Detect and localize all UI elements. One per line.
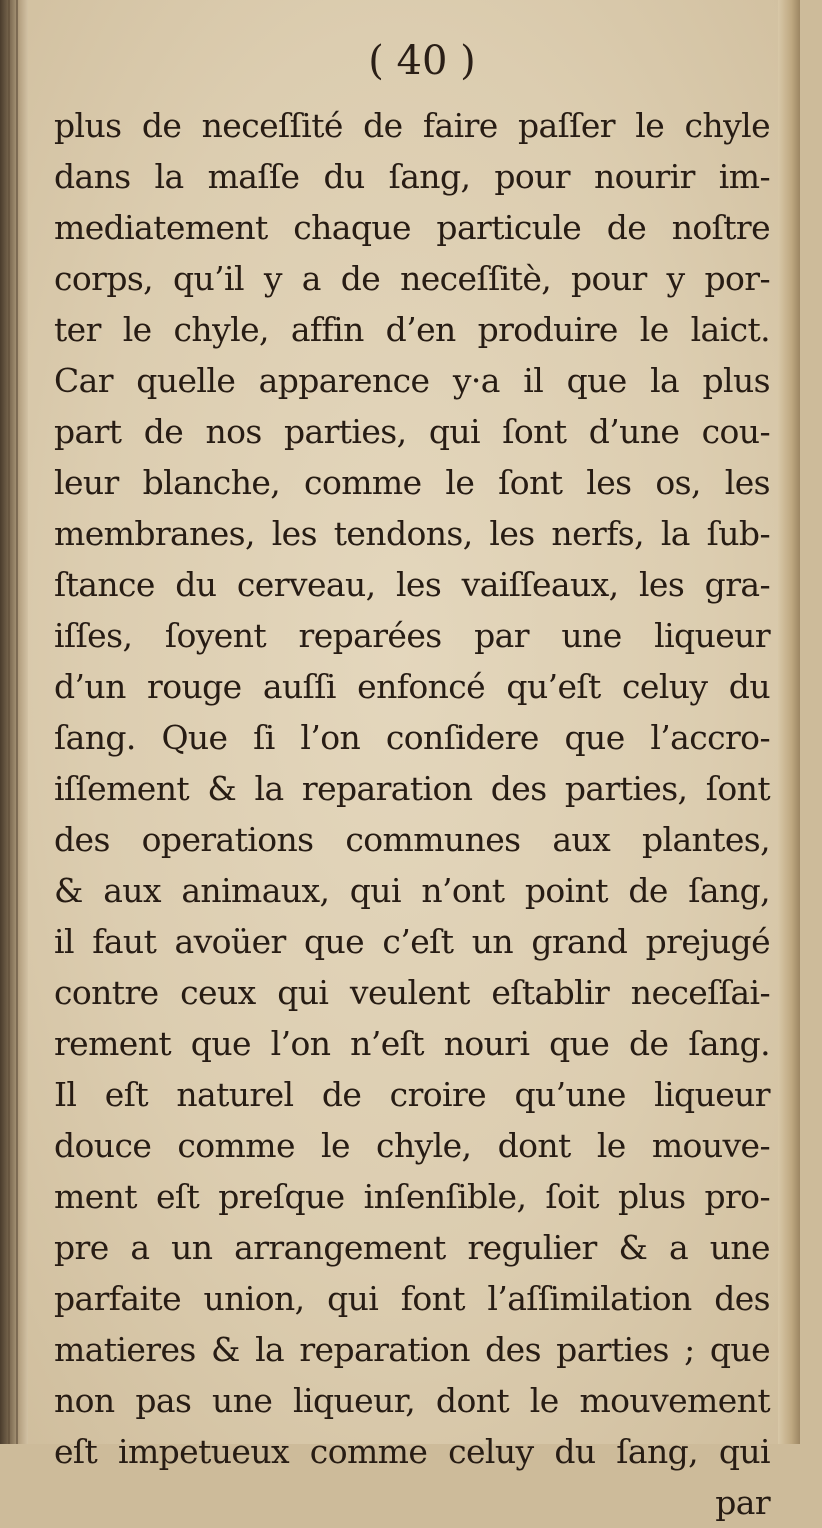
page-binding-shadow bbox=[0, 0, 28, 1444]
text-line: & aux animaux, qui n’ont point de ſang, bbox=[54, 871, 770, 910]
text-line: plus de neceſſité de faire paſſer le chyle bbox=[54, 106, 770, 145]
text-line: douce comme le chyle, dont le mouve- bbox=[54, 1126, 770, 1165]
text-line: matieres & la reparation des parties ; que bbox=[54, 1330, 770, 1369]
text-line: pre a un arrangement regulier & a une bbox=[54, 1228, 770, 1267]
catchword: par bbox=[715, 1483, 770, 1522]
text-line: eſt impetueux comme celuy du ſang, qui bbox=[54, 1432, 770, 1471]
text-line: ſtance du cerveau, les vaiſſeaux, les gra- bbox=[54, 565, 770, 604]
text-line: rement que l’on n’eſt nouri que de ſang. bbox=[54, 1024, 770, 1063]
text-line: iſſes, ſoyent reparées par une liqueur bbox=[54, 616, 770, 655]
text-line: il faut avoüer que c’eſt un grand prejugé bbox=[54, 922, 770, 961]
binding-line bbox=[16, 0, 18, 1444]
text-line: iſſement & la reparation des parties, ſont bbox=[54, 769, 770, 808]
text-line: des operations communes aux plantes, bbox=[54, 820, 770, 859]
text-line: ter le chyle, affin d’en produire le laict. bbox=[54, 310, 770, 349]
text-line: mediatement chaque particule de noſtre bbox=[54, 208, 770, 247]
text-line: non pas une liqueur, dont le mouvement bbox=[54, 1381, 770, 1420]
text-line: membranes, les tendons, les nerfs, la ſub- bbox=[54, 514, 770, 553]
text-line: d’un rouge auſſi enfoncé qu’eſt celuy du bbox=[54, 667, 770, 706]
binding-line bbox=[8, 0, 10, 1444]
body-text bbox=[54, 100, 770, 1528]
page-number: ( 40 ) bbox=[368, 38, 476, 84]
text-line: part de nos parties, qui ſont d’une cou- bbox=[54, 412, 770, 451]
text-line: ſang. Que ſi l’on conſidere que l’accro- bbox=[54, 718, 770, 757]
text-line: corps, qu’il y a de neceſſitè, pour y por- bbox=[54, 259, 770, 298]
text-line: ment eſt preſque inſenſible, ſoit plus pro- bbox=[54, 1177, 770, 1216]
page-right-edge bbox=[778, 0, 800, 1444]
text-line: dans la maſſe du ſang, pour nourir im- bbox=[54, 157, 770, 196]
text-line: Car quelle apparence y·a il que la plus bbox=[54, 361, 770, 400]
text-line: contre ceux qui veulent eſtablir neceſſai- bbox=[54, 973, 770, 1012]
text-line: leur blanche, comme le ſont les os, les bbox=[54, 463, 770, 502]
text-line: parfaite union, qui font l’aſſimilation des bbox=[54, 1279, 770, 1318]
text-line: Il eſt naturel de croire qu’une liqueur bbox=[54, 1075, 770, 1114]
